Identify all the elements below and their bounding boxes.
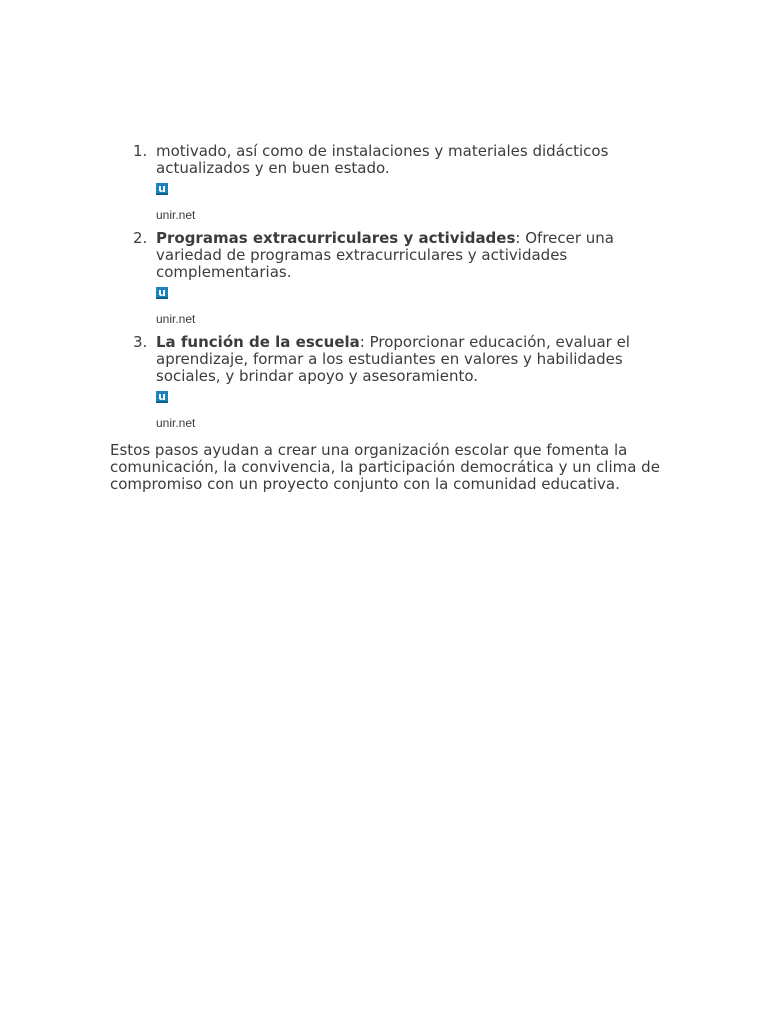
step-title: Programas extracurriculares y actividades <box>156 229 516 247</box>
source-link[interactable]: unir.net <box>156 416 196 430</box>
step-text <box>156 230 670 281</box>
list-item <box>110 143 670 222</box>
step-number: 3. <box>133 333 148 351</box>
steps-list <box>110 143 670 430</box>
step-text <box>156 143 670 177</box>
step-number: 1. <box>133 142 148 160</box>
unir-source-icon[interactable]: u <box>156 287 168 299</box>
step-body: : Proporcionar educación, evaluar el aprendizaje, formar a los estudiantes en valores y habilidades sociales, y brindar apoyo y asesoramiento. <box>156 333 630 385</box>
step-body: : Ofrecer una variedad de programas extracurriculares y actividades complementarias. <box>156 229 614 281</box>
step-title: La función de la escuela <box>156 333 360 351</box>
unir-source-icon[interactable]: u <box>156 391 168 403</box>
summary-paragraph: Estos pasos ayudan a crear una organización escolar que fomenta la comunicación, la convivencia, la participación democrática y un clima de compromiso con un proyecto conjunto con la comunidad educativa. <box>110 441 660 493</box>
step-text <box>156 334 670 385</box>
list-item <box>110 334 670 430</box>
unir-source-icon[interactable]: u <box>156 183 168 195</box>
step-number: 2. <box>133 229 148 247</box>
list-item <box>110 230 670 326</box>
source-link[interactable]: unir.net <box>156 312 196 326</box>
source-link[interactable]: unir.net <box>156 208 196 222</box>
step-body: motivado, así como de instalaciones y materiales didácticos actualizados y en buen estado. <box>156 142 609 177</box>
document-page <box>110 143 670 493</box>
